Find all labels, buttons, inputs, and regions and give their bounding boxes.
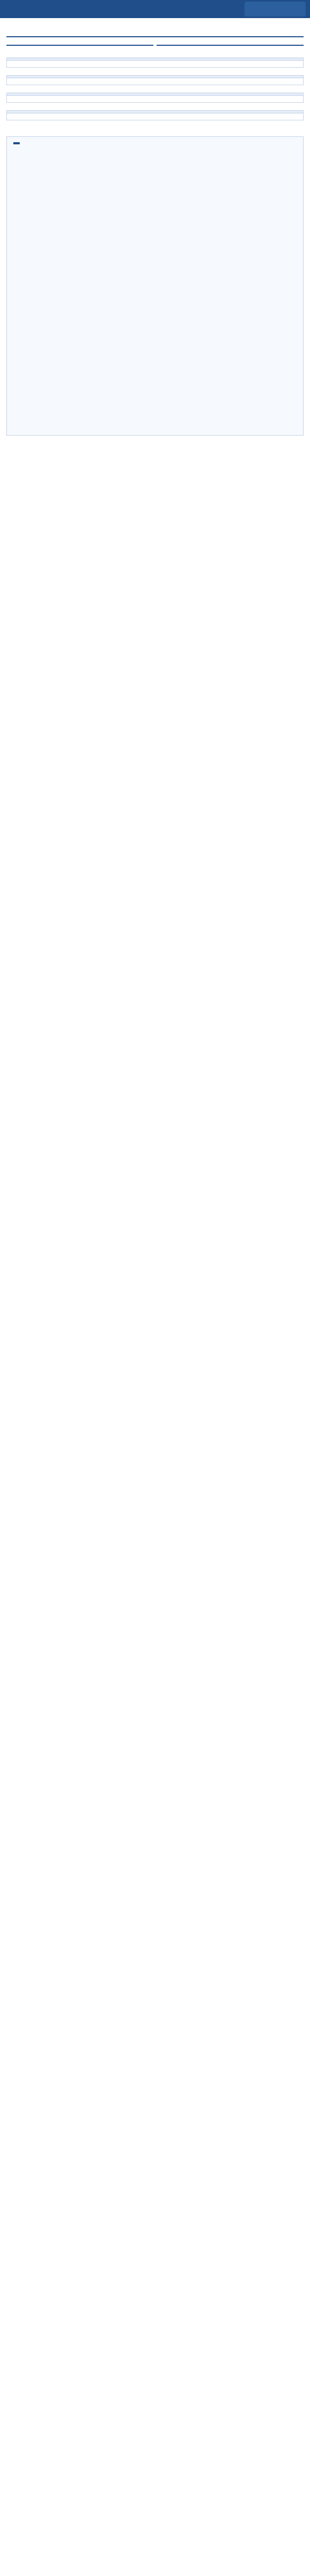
bulletin-header [0, 0, 310, 18]
sermon-right-text [157, 46, 304, 50]
sermon-boxes [6, 45, 304, 50]
section-next-gen [6, 75, 304, 85]
section-notices [6, 93, 304, 103]
meditation-box [6, 136, 304, 436]
church-logo [244, 2, 306, 17]
section-announcements [6, 110, 304, 120]
sermon-box-right [157, 45, 304, 50]
sermon-left-text [6, 46, 153, 50]
worship-title-row [6, 21, 304, 37]
section-vision [6, 58, 304, 68]
meditation-tag [13, 142, 20, 144]
sermon-box-left [6, 45, 153, 50]
